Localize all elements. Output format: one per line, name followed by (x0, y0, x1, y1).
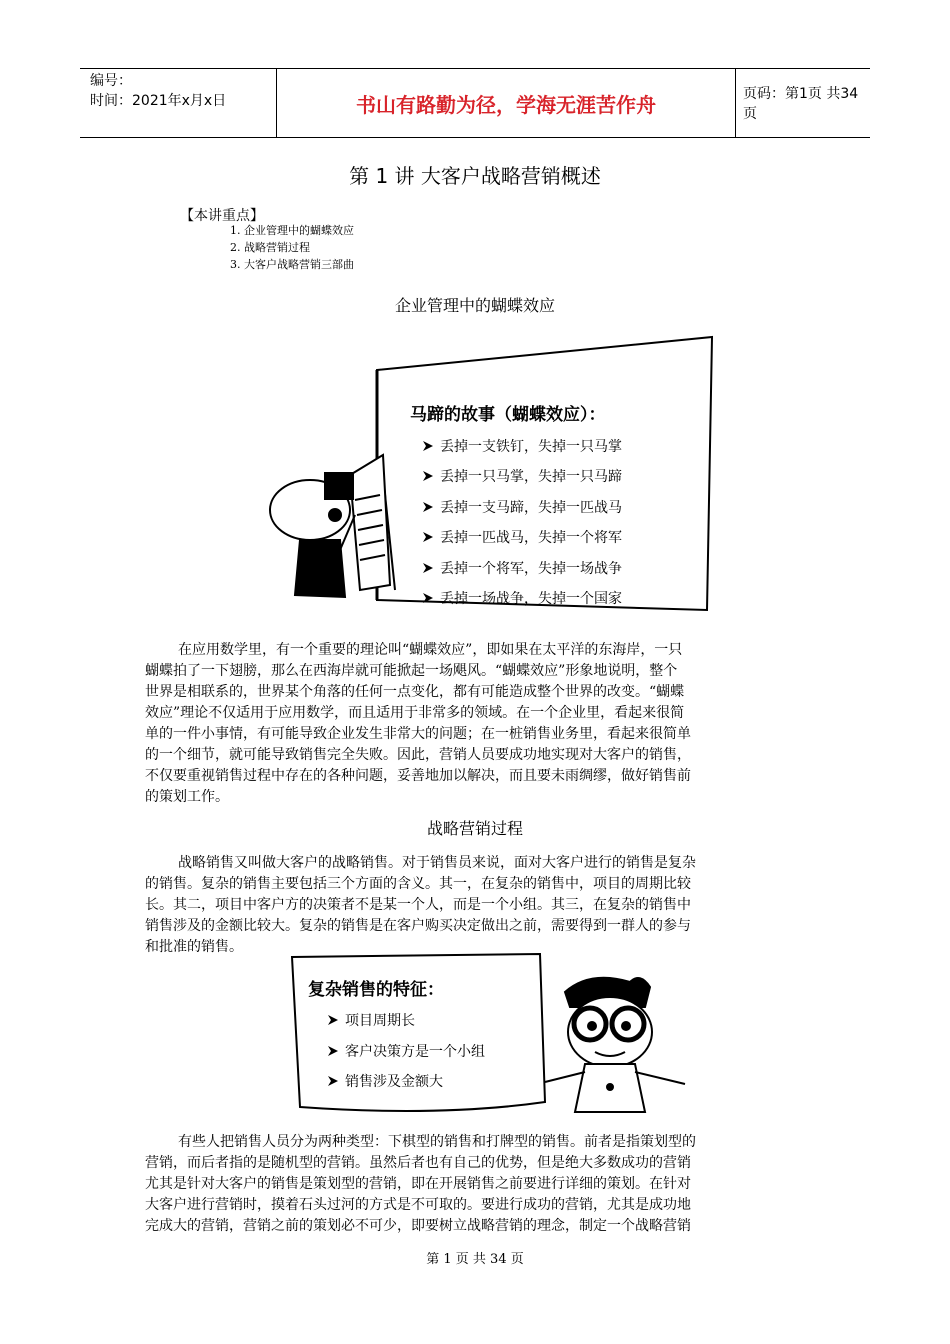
text-line: 有些人把销售人员分为两种类型：下棋型的销售和打牌型的销售。前者是指策划型的 (178, 1134, 696, 1150)
cartoon-glasses-man-icon (545, 978, 685, 1112)
complex-sales-figure (290, 952, 695, 1117)
text-line: 的销售。复杂的销售主要包括三个方面的含义。其一，在复杂的销售中，项目的周期比较 (145, 876, 691, 892)
figure2-item: 客户决策方是一个小组 (345, 1044, 485, 1060)
figure1-item: 丢掉一支铁钉，失掉一只马掌 (440, 439, 622, 455)
text-line: 在应用数学里，有一个重要的理论叫“蝴蝶效应”，即如果在太平洋的东海岸，一只 (178, 642, 683, 658)
text-line: 大客户进行营销时，摸着石头过河的方式是不可取的。要进行成功的营销，尤其是成功地 (145, 1197, 691, 1213)
figure1-item: 丢掉一支马蹄，失掉一匹战马 (440, 500, 622, 516)
text-line: 营销，而后者指的是随机型的营销。虽然后者也有自己的优势，但是绝大多数成功的营销 (145, 1155, 691, 1171)
figure2-title: 复杂销售的特征： (308, 980, 444, 1000)
figure1-item: 丢掉一个将军，失掉一场战争 (440, 561, 622, 577)
header-meta-cell (80, 69, 277, 137)
key-points-heading: 【本讲重点】 (180, 208, 264, 224)
section-heading-butterfly: 企业管理中的蝴蝶效应 (394, 296, 555, 315)
code-label: 编号： (90, 73, 132, 89)
lecture-title: 第 1 讲 大客户战略营销概述 (349, 164, 601, 188)
page-header (80, 68, 870, 138)
text-line: 效应”理论不仅适用于应用数学，而且适用于非常多的领域。在一个企业里，看起来很简 (145, 705, 685, 721)
text-line: 蝴蝶拍了一下翅膀，那么在西海岸就可能掀起一场飓风。“蝴蝶效应”形象地说明，整个 (145, 663, 678, 679)
text-line: 尤其是针对大客户的销售是策划型的营销，即在开展销售之前要进行详细的策划。在针对 (145, 1176, 691, 1192)
figure2-item: 销售涉及金额大 (345, 1074, 443, 1090)
figure1-item: 丢掉一场战争，失掉一个国家 (440, 591, 622, 607)
key-point-item: 1. 企业管理中的蝴蝶效应 (230, 224, 354, 237)
figure1-title: 马蹄的故事（蝴蝶效应）： (410, 405, 606, 425)
cartoon-teacher-icon (270, 455, 395, 597)
text-line: 的策划工作。 (145, 789, 229, 805)
header-page-label: 页码：第1页 共34页 (743, 86, 859, 122)
text-line: 长。其二，项目中客户方的决策者不是某一个人，而是一个小组。其三，在复杂的销售中 (145, 897, 691, 913)
text-line: 的一个细节，就可能导致销售完全失败。因此，营销人员要成功地实现对大客户的销售， (145, 747, 691, 763)
paragraph-sales-types (145, 1132, 807, 1237)
section-heading-strategy: 战略营销过程 (426, 819, 523, 838)
text-line: 不仅要重视销售过程中存在的各种问题，妥善地加以解决，而且要未雨绸缪，做好销售前 (145, 768, 691, 784)
text-line: 销售涉及的金额比较大。复杂的销售是在客户购买决定做出之前，需要得到一群人的参与 (145, 918, 691, 934)
text-line: 战略销售又叫做大客户的战略销售。对于销售员来说，面对大客户进行的销售是复杂 (178, 855, 696, 871)
figure1-item: 丢掉一匹战马，失掉一个将军 (440, 530, 622, 546)
figure2-item: 项目周期长 (345, 1013, 415, 1029)
header-motto: 书山有路勤为径，学海无涯苦作舟 (277, 69, 736, 137)
paragraph-butterfly (145, 640, 807, 808)
paragraph-strategy (145, 853, 807, 958)
page-footer: 第 1 页 共 34 页 (426, 1252, 524, 1267)
key-point-item: 2. 战略营销过程 (230, 241, 310, 254)
text-line: 和批准的销售。 (145, 939, 243, 955)
key-points-list (230, 222, 354, 273)
horseshoe-story-figure (255, 335, 715, 630)
key-point-item: 3. 大客户战略营销三部曲 (230, 258, 354, 271)
text-line: 世界是相联系的，世界某个角落的任何一点变化，都有可能造成整个世界的改变。“蝴蝶 (145, 684, 685, 700)
text-line: 单的一件小事情，有可能导致企业发生非常大的问题；在一桩销售业务里，看起来很简单 (145, 726, 691, 742)
figure1-item: 丢掉一只马掌，失掉一只马蹄 (440, 469, 622, 485)
text-line: 完成大的营销，营销之前的策划必不可少，即要树立战略营销的理念，制定一个战略营销 (145, 1218, 691, 1234)
time-label: 时间：2021年x月x日 (90, 93, 227, 109)
